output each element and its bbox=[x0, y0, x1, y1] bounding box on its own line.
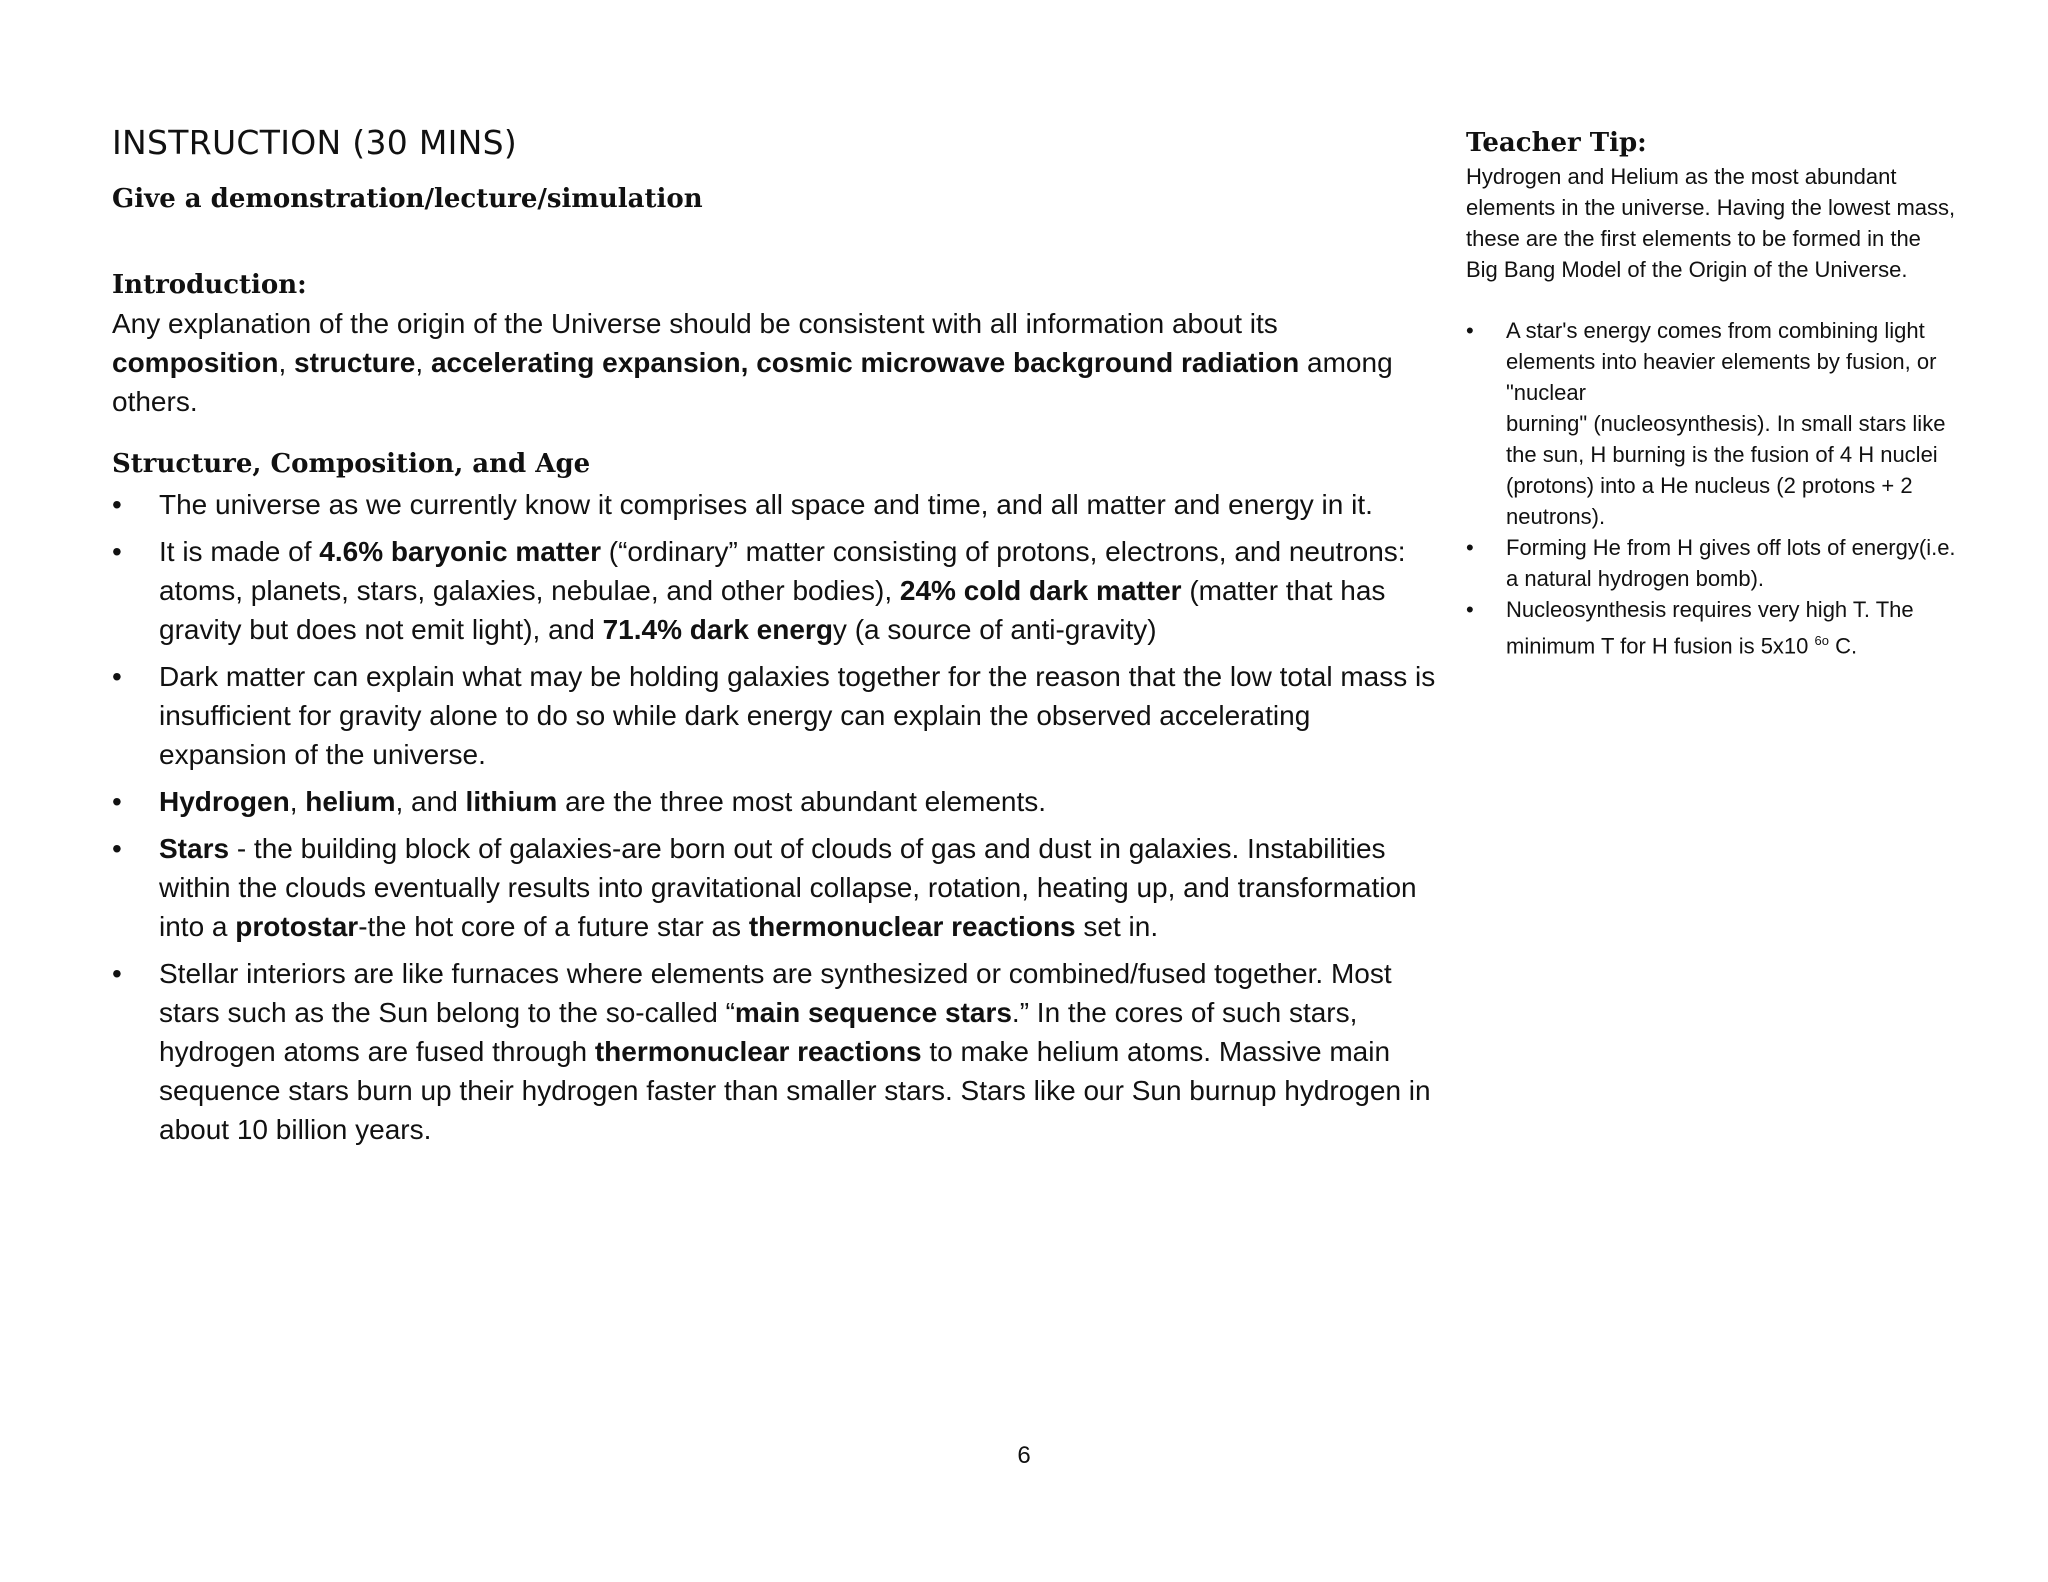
list-item: • Hydrogen, helium, and lithium are the three most abundant elements. bbox=[112, 782, 1442, 821]
teacher-tip-heading: Teacher Tip: bbox=[1466, 128, 1647, 158]
bullet-icon: • bbox=[112, 957, 122, 989]
teacher-tip-text: Hydrogen and Helium as the most abundant elements in the universe. Having the lowest mass, these are the first elements to be formed in the Big Bang Model of the Origin of the Universe. bbox=[1466, 164, 1956, 283]
list-item: • Dark matter can explain what may be holding galaxies together for the reason that the low total mass is insufficient for gravity alone to do so while dark energy can explain the observed accelerating expansion of the universe. bbox=[112, 657, 1442, 774]
list-item: • Stars - the building block of galaxies-are born out of clouds of gas and dust in galaxies. Instabilities within the clouds eventually results into gravitational collapse, rotation, heating up, and transformation into a protostar-the hot core of a future star as thermonuclear reactions set in. bbox=[112, 829, 1442, 946]
bullet-icon: • bbox=[112, 832, 122, 864]
bullet-icon: • bbox=[1466, 535, 1474, 561]
introduction-heading: Introduction: bbox=[112, 269, 307, 300]
page-number: 6 bbox=[1017, 1442, 1031, 1469]
list-item: • The universe as we currently know it comprises all space and time, and all matter and energy in it. bbox=[112, 485, 1442, 524]
structure-heading: Structure, Composition, and Age bbox=[112, 448, 591, 479]
structure-list bbox=[112, 485, 1442, 1149]
section-title: INSTRUCTION (30 MINS) bbox=[112, 123, 518, 162]
bullet-icon: • bbox=[112, 660, 122, 692]
bullet-icon: • bbox=[1466, 597, 1474, 623]
bullet-icon: • bbox=[112, 488, 122, 520]
main-column bbox=[112, 124, 1442, 1157]
teacher-tip-sidebar bbox=[1466, 128, 1956, 662]
bullet-icon: • bbox=[112, 785, 122, 817]
bullet-icon: • bbox=[112, 535, 122, 567]
list-item: • Nucleosynthesis requires very high T. The minimum T for H fusion is 5x10 $^{6o}$ C. bbox=[1466, 594, 1956, 661]
subtitle: Give a demonstration/lecture/simulation bbox=[112, 183, 703, 214]
list-item: • A star's energy comes from combining light elements into heavier elements by fusion, or "nuclear burning" (nucleosynthesis). In small stars like the sun, H burning is the fusion of 4 H nuclei (protons) into a He nucleus (2 protons + 2 neutrons). bbox=[1466, 315, 1956, 532]
introduction-paragraph: Any explanation of the origin of the Universe should be consistent with all information about its composition, structure, accelerating expansion, cosmic microwave background radiation among others. bbox=[112, 307, 1393, 417]
teacher-tip-list bbox=[1466, 315, 1956, 661]
bullet-icon: • bbox=[1466, 318, 1474, 344]
list-item: • Stellar interiors are like furnaces where elements are synthesized or combined/fused together. Most stars such as the Sun belong to the so-called “main sequence stars.” In the cores of such stars, hydrogen atoms are fused through thermonuclear reactions to make helium atoms. Massive main sequence stars burn up their hydrogen faster than smaller stars. Stars like our Sun burnup hydrogen in about 10 billion years. bbox=[112, 954, 1442, 1149]
list-item: • It is made of 4.6% baryonic matter (“ordinary” matter consisting of protons, electrons, and neutrons: atoms, planets, stars, galaxies, nebulae, and other bodies), 24% cold dark matter (matter that has gravity but does not emit light), and 71.4% dark energy (a source of anti-gravity) bbox=[112, 532, 1442, 649]
list-item: • Forming He from H gives off lots of energy(i.e. a natural hydrogen bomb). bbox=[1466, 532, 1956, 594]
